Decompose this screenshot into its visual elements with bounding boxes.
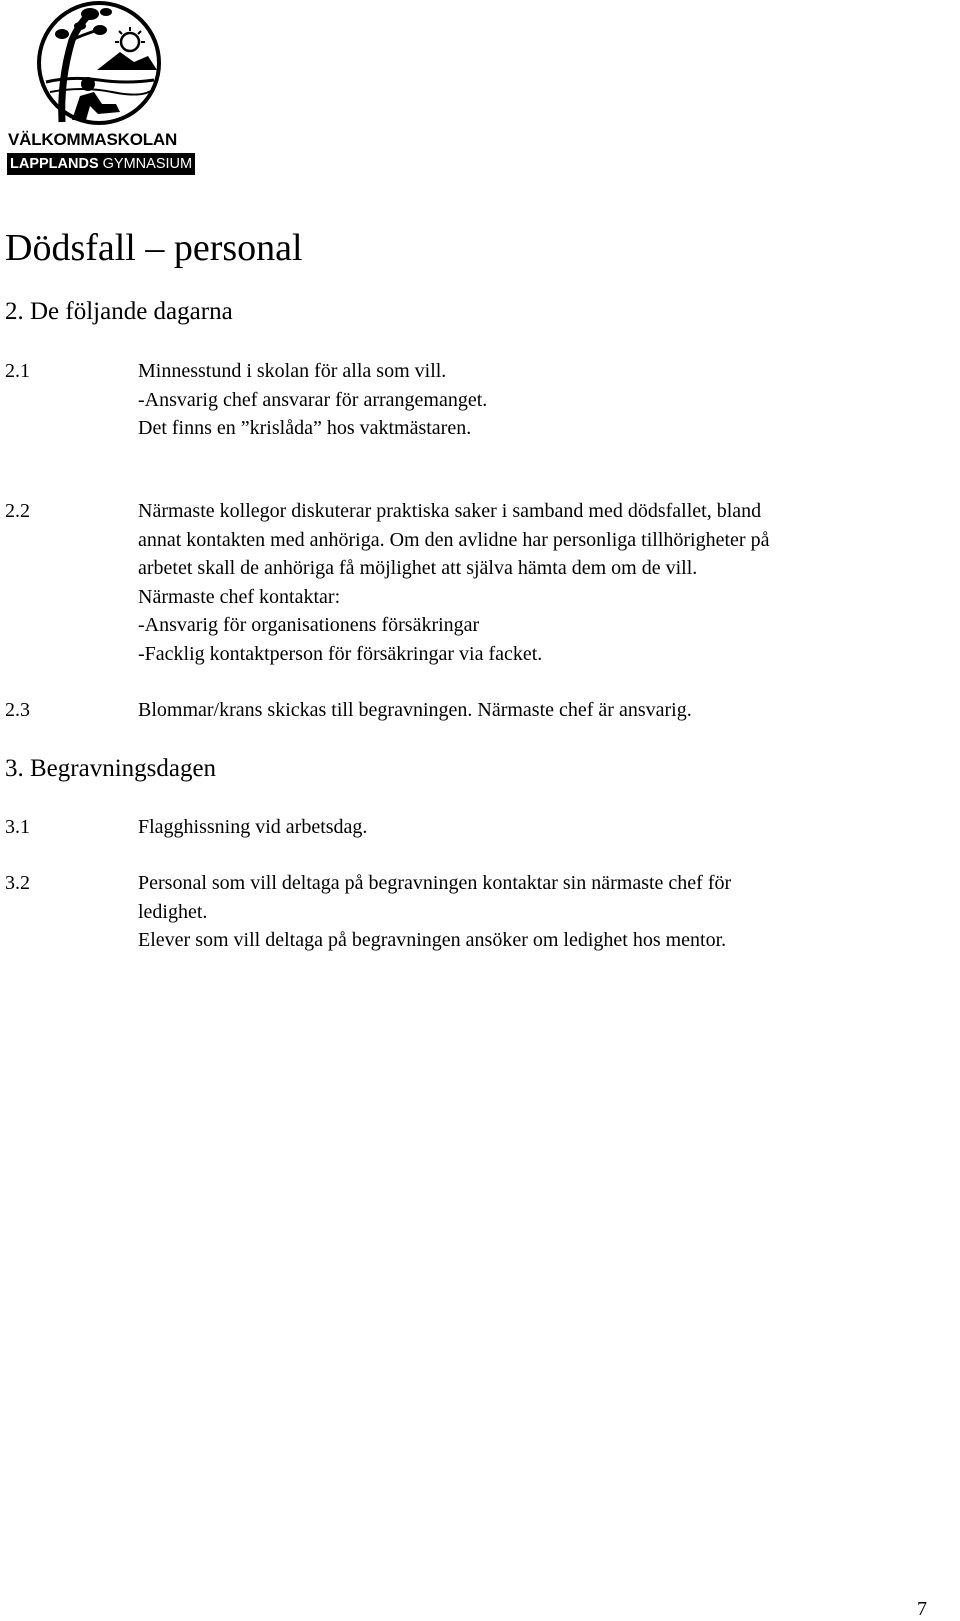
item-number-3-1: 3.1 [5, 816, 30, 838]
section-heading-3: 3. Begravningsdagen [5, 755, 217, 782]
item-text-2-3 [138, 696, 928, 725]
page-number: 7 [917, 1598, 927, 1620]
page-title: Dödsfall – personal [5, 227, 303, 269]
item-number-2-1: 2.1 [5, 360, 30, 382]
text-line: -Facklig kontaktperson för försäkringar via facket. [138, 642, 543, 665]
school-emblem-icon [2, 0, 197, 130]
text-line: Blommar/krans skickas till begravningen. Närmaste chef är ansvarig. [138, 699, 692, 721]
text-line: Personal som vill deltaga på begravningen kontaktar sin närmaste chef för [138, 872, 732, 894]
item-number-3-2: 3.2 [5, 872, 30, 894]
text-line: annat kontakten med anhöriga. Om den avlidne har personliga tillhörigheter på [138, 528, 770, 551]
text-line: -Ansvarig chef ansvarar för arrangemanget. [138, 388, 488, 411]
text-line: Närmaste chef kontaktar: [138, 585, 341, 608]
logo-school-name: VÄLKOMMASKOLAN [8, 130, 178, 149]
school-logo [2, 0, 197, 180]
text-line: Det finns en ”krislåda” hos vaktmästaren. [138, 417, 472, 439]
item-number-2-2: 2.2 [5, 500, 30, 522]
section-heading-2: 2. De följande dagarna [5, 298, 233, 325]
item-text-3-1 [138, 813, 928, 842]
logo-subtitle-bar [7, 153, 195, 175]
item-text-2-1 [138, 357, 928, 443]
text-line: -Ansvarig för organisationens försäkringar [138, 614, 480, 636]
text-line: arbetet skall de anhöriga få möjlighet att själva hämta dem om de vill. [138, 557, 698, 579]
text-line: ledighet. [138, 900, 208, 923]
logo-subtitle-bold: LAPPLANDS [10, 156, 99, 172]
text-line: Minnesstund i skolan för alla som vill. [138, 360, 447, 382]
item-text-3-2 [138, 869, 928, 955]
text-line: Närmaste kollegor diskuterar praktiska saker i samband med dödsfallet, bland [138, 500, 762, 522]
logo-subtitle-rest: GYMNASIUM [98, 156, 193, 172]
item-number-2-3: 2.3 [5, 699, 30, 721]
item-text-2-2 [138, 497, 928, 668]
text-line: Flagghissning vid arbetsdag. [138, 816, 368, 838]
text-line: Elever som vill deltaga på begravningen ansöker om ledighet hos mentor. [138, 929, 727, 951]
